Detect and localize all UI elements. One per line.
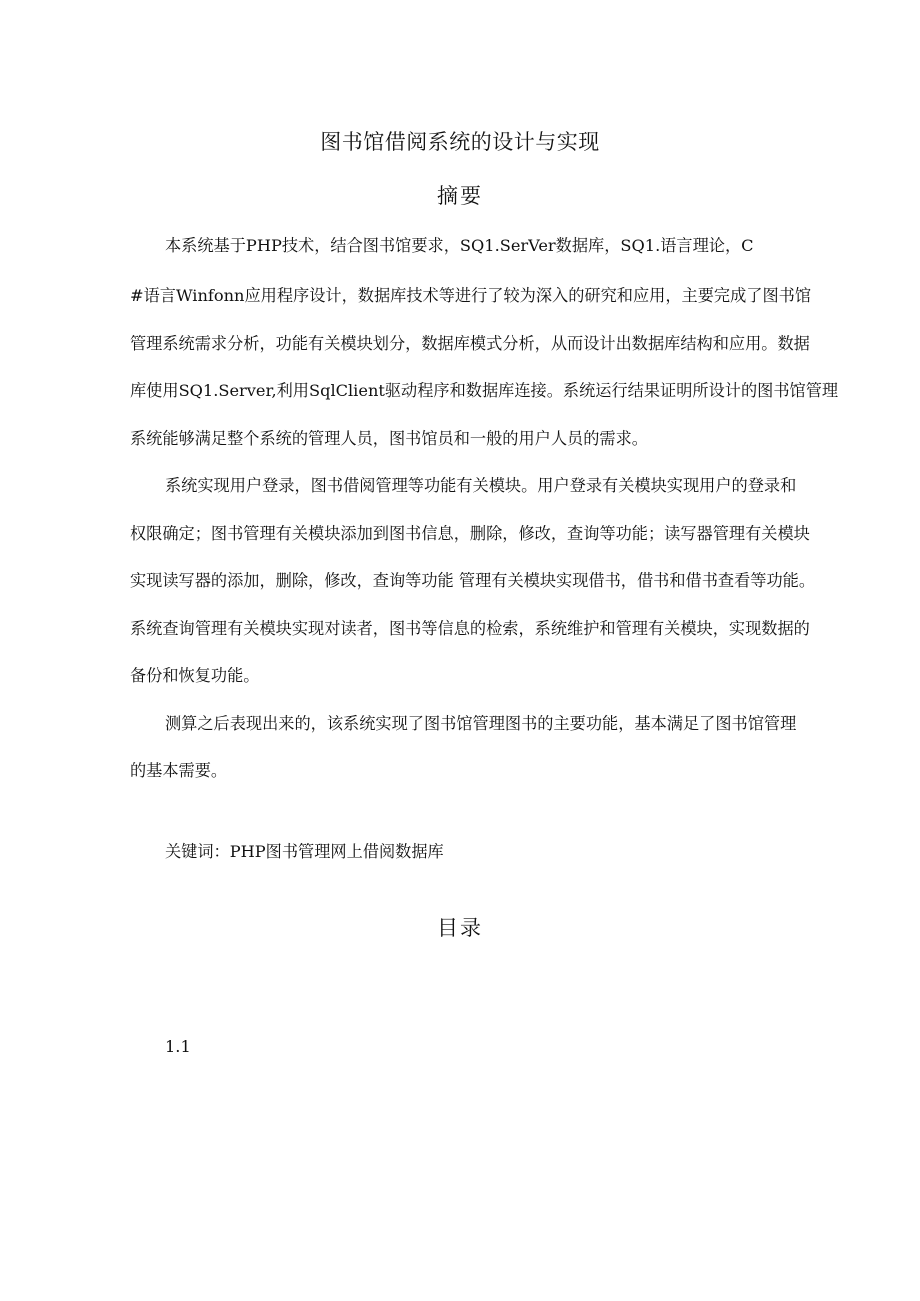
abstract-paragraph-3-line-1: 测算之后表现出来的，该系统实现了图书馆管理图书的主要功能，基本满足了图书馆管理	[165, 714, 797, 733]
abstract-paragraph-2-line-4: 系统查询管理有关模块实现对读者，图书等信息的检索，系统维护和管理有关模块，实现数据的	[130, 619, 810, 638]
document-title: 图书馆借阅系统的设计与实现	[320, 130, 600, 154]
toc-item[interactable]: 1.1	[165, 1037, 191, 1056]
text-run: .Server,利用SqlClient驱动程序和数据库连接。系统运行结果证明所设计的图书馆管理	[213, 381, 839, 400]
text-run: .语言理论，C	[655, 236, 754, 255]
abstract-paragraph-2-line-2: 权限确定；图书管理有关模块添加到图书信息，删除，修改，查询等功能；读写器管理有关模块	[130, 524, 810, 543]
toc-heading: 目录	[437, 916, 483, 940]
abstract-paragraph-1-line-3: 管理系统需求分析，功能有关模块划分，数据库模式分析，从而设计出数据库结构和应用。数据	[130, 334, 810, 353]
abstract-paragraph-2-line-1: 系统实现用户登录，图书借阅管理等功能有关模块。用户登录有关模块实现用户的登录和	[165, 476, 797, 495]
highlighted-text: SQ1	[620, 236, 656, 255]
highlighted-text: SQ1	[459, 236, 495, 255]
abstract-paragraph-3-line-2: 的基本需要。	[130, 761, 228, 780]
abstract-heading: 摘要	[437, 184, 483, 208]
abstract-paragraph-1-line-5: 系统能够满足整个系统的管理人员，图书馆员和一般的用户人员的需求。	[130, 429, 648, 448]
abstract-paragraph-2-line-3: 实现读写器的添加，删除，修改，查询等功能 管理有关模块实现借书，借书和借书查看等功能。	[130, 571, 816, 590]
highlighted-text: SQ1	[178, 381, 214, 400]
abstract-paragraph-1-line-2: #语言Winfonn应用程序设计，数据库技术等进行了较为深入的研究和应用，主要完成了图书馆	[130, 286, 812, 305]
text-run: .SerVer数据库，	[494, 236, 621, 255]
text-run: 库使用	[130, 381, 179, 400]
abstract-paragraph-1-line-4	[130, 381, 838, 401]
abstract-paragraph-2-line-5: 备份和恢复功能。	[130, 666, 260, 685]
keywords-line: 关键词：PHP图书管理网上借阅数据库	[165, 842, 444, 861]
abstract-paragraph-1-line-1	[165, 236, 754, 256]
text-run: 本系统基于PHP技术，结合图书馆要求，	[165, 236, 460, 255]
